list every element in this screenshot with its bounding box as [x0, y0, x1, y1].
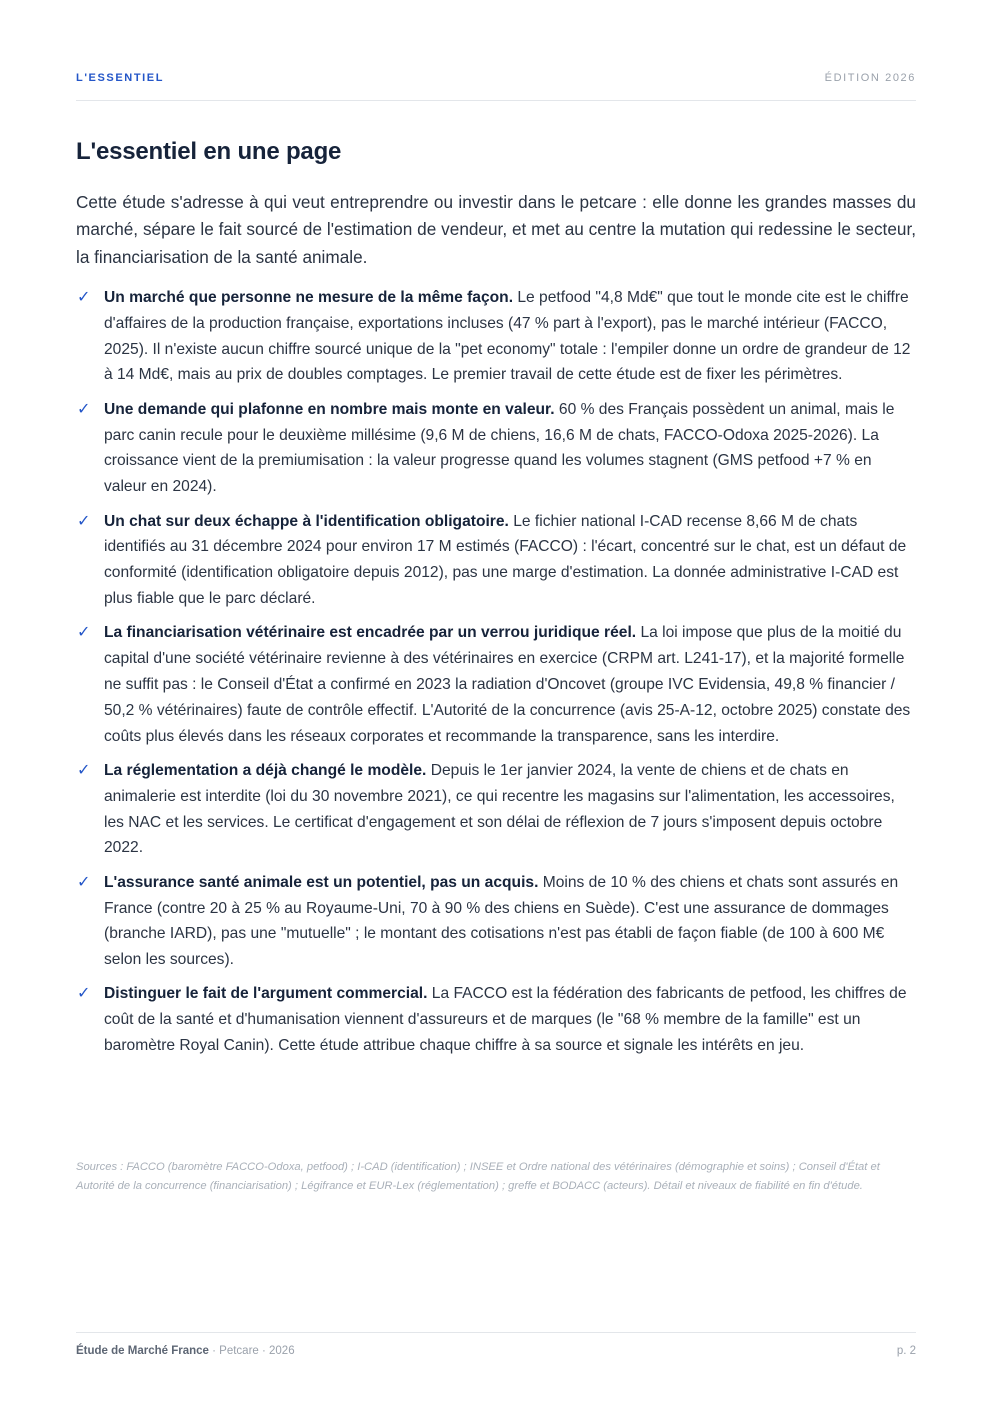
running-footer	[76, 1345, 916, 1357]
key-point	[76, 981, 916, 1058]
footer-divider	[76, 1332, 916, 1333]
intro-paragraph: Cette étude s'adresse à qui veut entreprendre ou investir dans le petcare : elle donne les grandes masses du marché, sépare le fait sourcé de l'estimation de vendeur, et met au centre la mutation qui redessine le secteur, la financiarisation de la santé animale.	[76, 192, 916, 267]
key-point	[76, 870, 916, 973]
key-point	[76, 620, 916, 749]
document-page	[76, 0, 916, 1404]
key-points-list	[76, 285, 916, 1067]
key-point	[76, 285, 916, 388]
key-point-body: Le fichier national I-CAD recense 8,66 M de chats identifiés au 31 décembre 2024 pour environ 17 M estimés (FACCO) : l'écart, concentré sur le chat, est un défaut de conformité (identification obligatoire depuis 2012), pas une marge d'estimation. La donnée administrative I-CAD est plus fiable que le parc déclaré.	[104, 512, 907, 607]
key-point-body: La loi impose que plus de la moitié du capital d'une société vétérinaire revienne à des vétérinaires en exercice (CRPM art. L241-17), et la majorité formelle ne suffit pas : le Conseil d'État a confirmé en 2023 la radiation d'Oncovet (groupe IVC Evidensia, 49,8 % financier / 50,2 % vétérinaires) faute de contrôle effectif. L'Autorité de la concurrence (avis 25-A-12, octobre 2025) constate des coûts plus élevés dans les réseaux corporates et recommande la transparence, sans les interdire.	[104, 624, 911, 745]
key-point-lead: La réglementation a déjà changé le modèle.	[104, 761, 427, 779]
key-point-lead: La financiarisation vétérinaire est encadrée par un verrou juridique réel.	[104, 624, 637, 642]
footer-document-label	[76, 1345, 295, 1357]
key-point	[76, 397, 916, 500]
check-icon: ✓	[77, 624, 91, 642]
key-point-lead: Un chat sur deux échappe à l'identification obligatoire.	[104, 512, 509, 530]
page-number: p. 2	[896, 1345, 916, 1357]
key-point-body: 60 % des Français possèdent un animal, mais le parc canin recule pour le deuxième millésime (9,6 M de chiens, 16,6 M de chats, FACCO-Odoxa 2025-2026). La croissance vient de la premiumisation : la valeur progresse quand les volumes stagnent (GMS petfood +7 % en valeur en 2024).	[104, 400, 895, 496]
edition-label: ÉDITION 2026	[824, 72, 916, 84]
key-point-lead: L'assurance santé animale est un potentiel, pas un acquis.	[104, 873, 539, 891]
key-point	[76, 509, 916, 612]
key-point-lead: Un marché que personne ne mesure de la même façon.	[104, 289, 514, 306]
check-icon: ✓	[77, 289, 91, 306]
key-point-body: La FACCO est la fédération des fabricants de petfood, les chiffres de coût de la santé et d'humanisation viennent d'assureurs et de marques (le "68 % membre de la famille" est un baromètre Royal Canin). Cette étude attribue chaque chiffre à sa source et signale les intérêts en jeu.	[104, 985, 907, 1055]
key-point	[76, 758, 916, 861]
header-divider	[76, 100, 916, 101]
footer-doc-suffix: · Petcare · 2026	[208, 1345, 295, 1357]
key-point-body: Depuis le 1er janvier 2024, la vente de chiens et de chats en animalerie est interdite (loi du 30 novembre 2021), ce qui recentre les magasins sur l'alimentation, les accessoires, les NAC et les services. Le certificat d'engagement et son délai de réflexion de 7 jours s'imposent depuis octobre 2022.	[104, 761, 895, 857]
check-icon: ✓	[77, 985, 91, 1003]
page-title: L'essentiel en une page	[76, 138, 342, 165]
check-icon: ✓	[77, 761, 91, 779]
key-point-body: Moins de 10 % des chiens et chats sont assurés en France (contre 20 à 25 % au Royaume-Uni, 70 à 90 % des chiens en Suède). C'est une assurance de dommages (branche IARD), pas une "mutuelle" ; le montant des cotisations n'est pas établi de façon fiable (de 100 à 600 M€ selon les sources).	[104, 873, 899, 969]
key-point-lead: Distinguer le fait de l'argument commercial.	[104, 985, 428, 1003]
running-header	[76, 72, 916, 84]
check-icon: ✓	[77, 873, 91, 891]
check-icon: ✓	[77, 512, 91, 530]
check-icon: ✓	[77, 400, 91, 418]
footer-doc-name: Étude de Marché France	[76, 1345, 209, 1357]
key-point-body: Le petfood "4,8 Md€" que tout le monde cite est le chiffre d'affaires de la production française, exportations incluses (47 % part à l'export), pas le marché intérieur (FACCO, 2025). Il n'existe aucun chiffre sourcé unique de la "pet economy" totale : l'empiler donne un ordre de grandeur de 12 à 14 Md€, mais au prix de doubles comptages. Le premier travail de cette étude est de fixer les périmètres.	[104, 289, 911, 384]
key-point-lead: Une demande qui plafonne en nombre mais monte en valeur.	[104, 400, 555, 418]
section-label: L'ESSENTIEL	[76, 72, 165, 84]
sources-note: Sources : FACCO (baromètre FACCO-Odoxa, petfood) ; I-CAD (identification) ; INSEE et Ordre national des vétérinaires (démographie et soins) ; Conseil d'État et Autorité de la concurrence (financiarisation) ; Légifrance et EUR-Lex (réglementation) ; greffe et BODACC (acteurs). Détail et niveaux de fiabilité en fin d'étude.	[76, 1161, 880, 1192]
